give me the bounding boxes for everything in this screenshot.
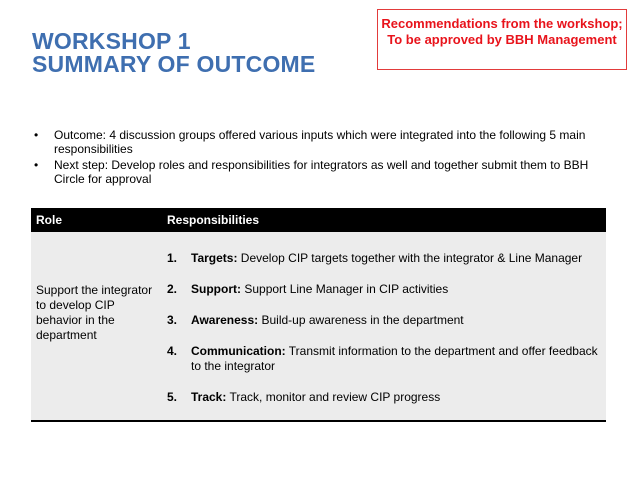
responsibility-table	[31, 208, 606, 422]
item-text: Develop CIP targets together with the integrator & Line Manager	[240, 251, 583, 265]
bullet-text: Outcome: 4 discussion groups offered various inputs which were integrated into the following 5 main responsibilities	[54, 128, 586, 156]
item-keyword: Support:	[191, 282, 241, 296]
page-title-line-2: SUMMARY OF OUTCOME	[32, 51, 316, 77]
item-text: Build-up awareness in the department	[261, 313, 464, 327]
item-number: 4.	[167, 344, 178, 358]
responsibility-list	[167, 251, 603, 421]
bullet-item-next-step	[34, 158, 614, 186]
recommendation-box: Recommendations from the workshop; To be approved by BBH Management	[377, 9, 627, 70]
item-text: Support Line Manager in CIP activities	[244, 282, 449, 296]
responsibility-item-targets	[167, 251, 603, 266]
item-number: 1.	[167, 251, 178, 265]
page-title-line-1: WORKSHOP 1	[32, 28, 191, 54]
item-number: 3.	[167, 313, 178, 327]
page-title	[32, 30, 315, 76]
item-keyword: Track:	[191, 390, 227, 404]
role-cell: Support the integrator to develop CIP behavior in the department	[36, 283, 153, 342]
item-number: 2.	[167, 282, 178, 296]
item-text: Track, monitor and review CIP progress	[229, 390, 441, 404]
header-responsibilities: Responsibilities	[167, 213, 260, 227]
item-keyword: Communication:	[191, 344, 286, 358]
item-keyword: Awareness:	[191, 313, 259, 327]
bullet-icon: •	[34, 158, 39, 172]
responsibility-item-support	[167, 282, 603, 297]
item-keyword: Targets:	[191, 251, 238, 265]
table-body	[31, 232, 606, 422]
header-role: Role	[36, 213, 63, 227]
responsibility-item-communication	[167, 344, 603, 374]
item-number: 5.	[167, 390, 178, 404]
table-header	[31, 208, 606, 232]
bullet-list	[34, 128, 614, 188]
bullet-text: Next step: Develop roles and responsibilities for integrators as well and together submit them to BBH Circle for approval	[54, 158, 589, 186]
responsibility-item-awareness	[167, 313, 603, 328]
item-text: Transmit information to the department and offer feedback to the integrator	[191, 344, 598, 373]
bullet-item-outcome	[34, 128, 614, 156]
bullet-icon: •	[34, 128, 39, 142]
responsibility-item-track	[167, 390, 603, 405]
